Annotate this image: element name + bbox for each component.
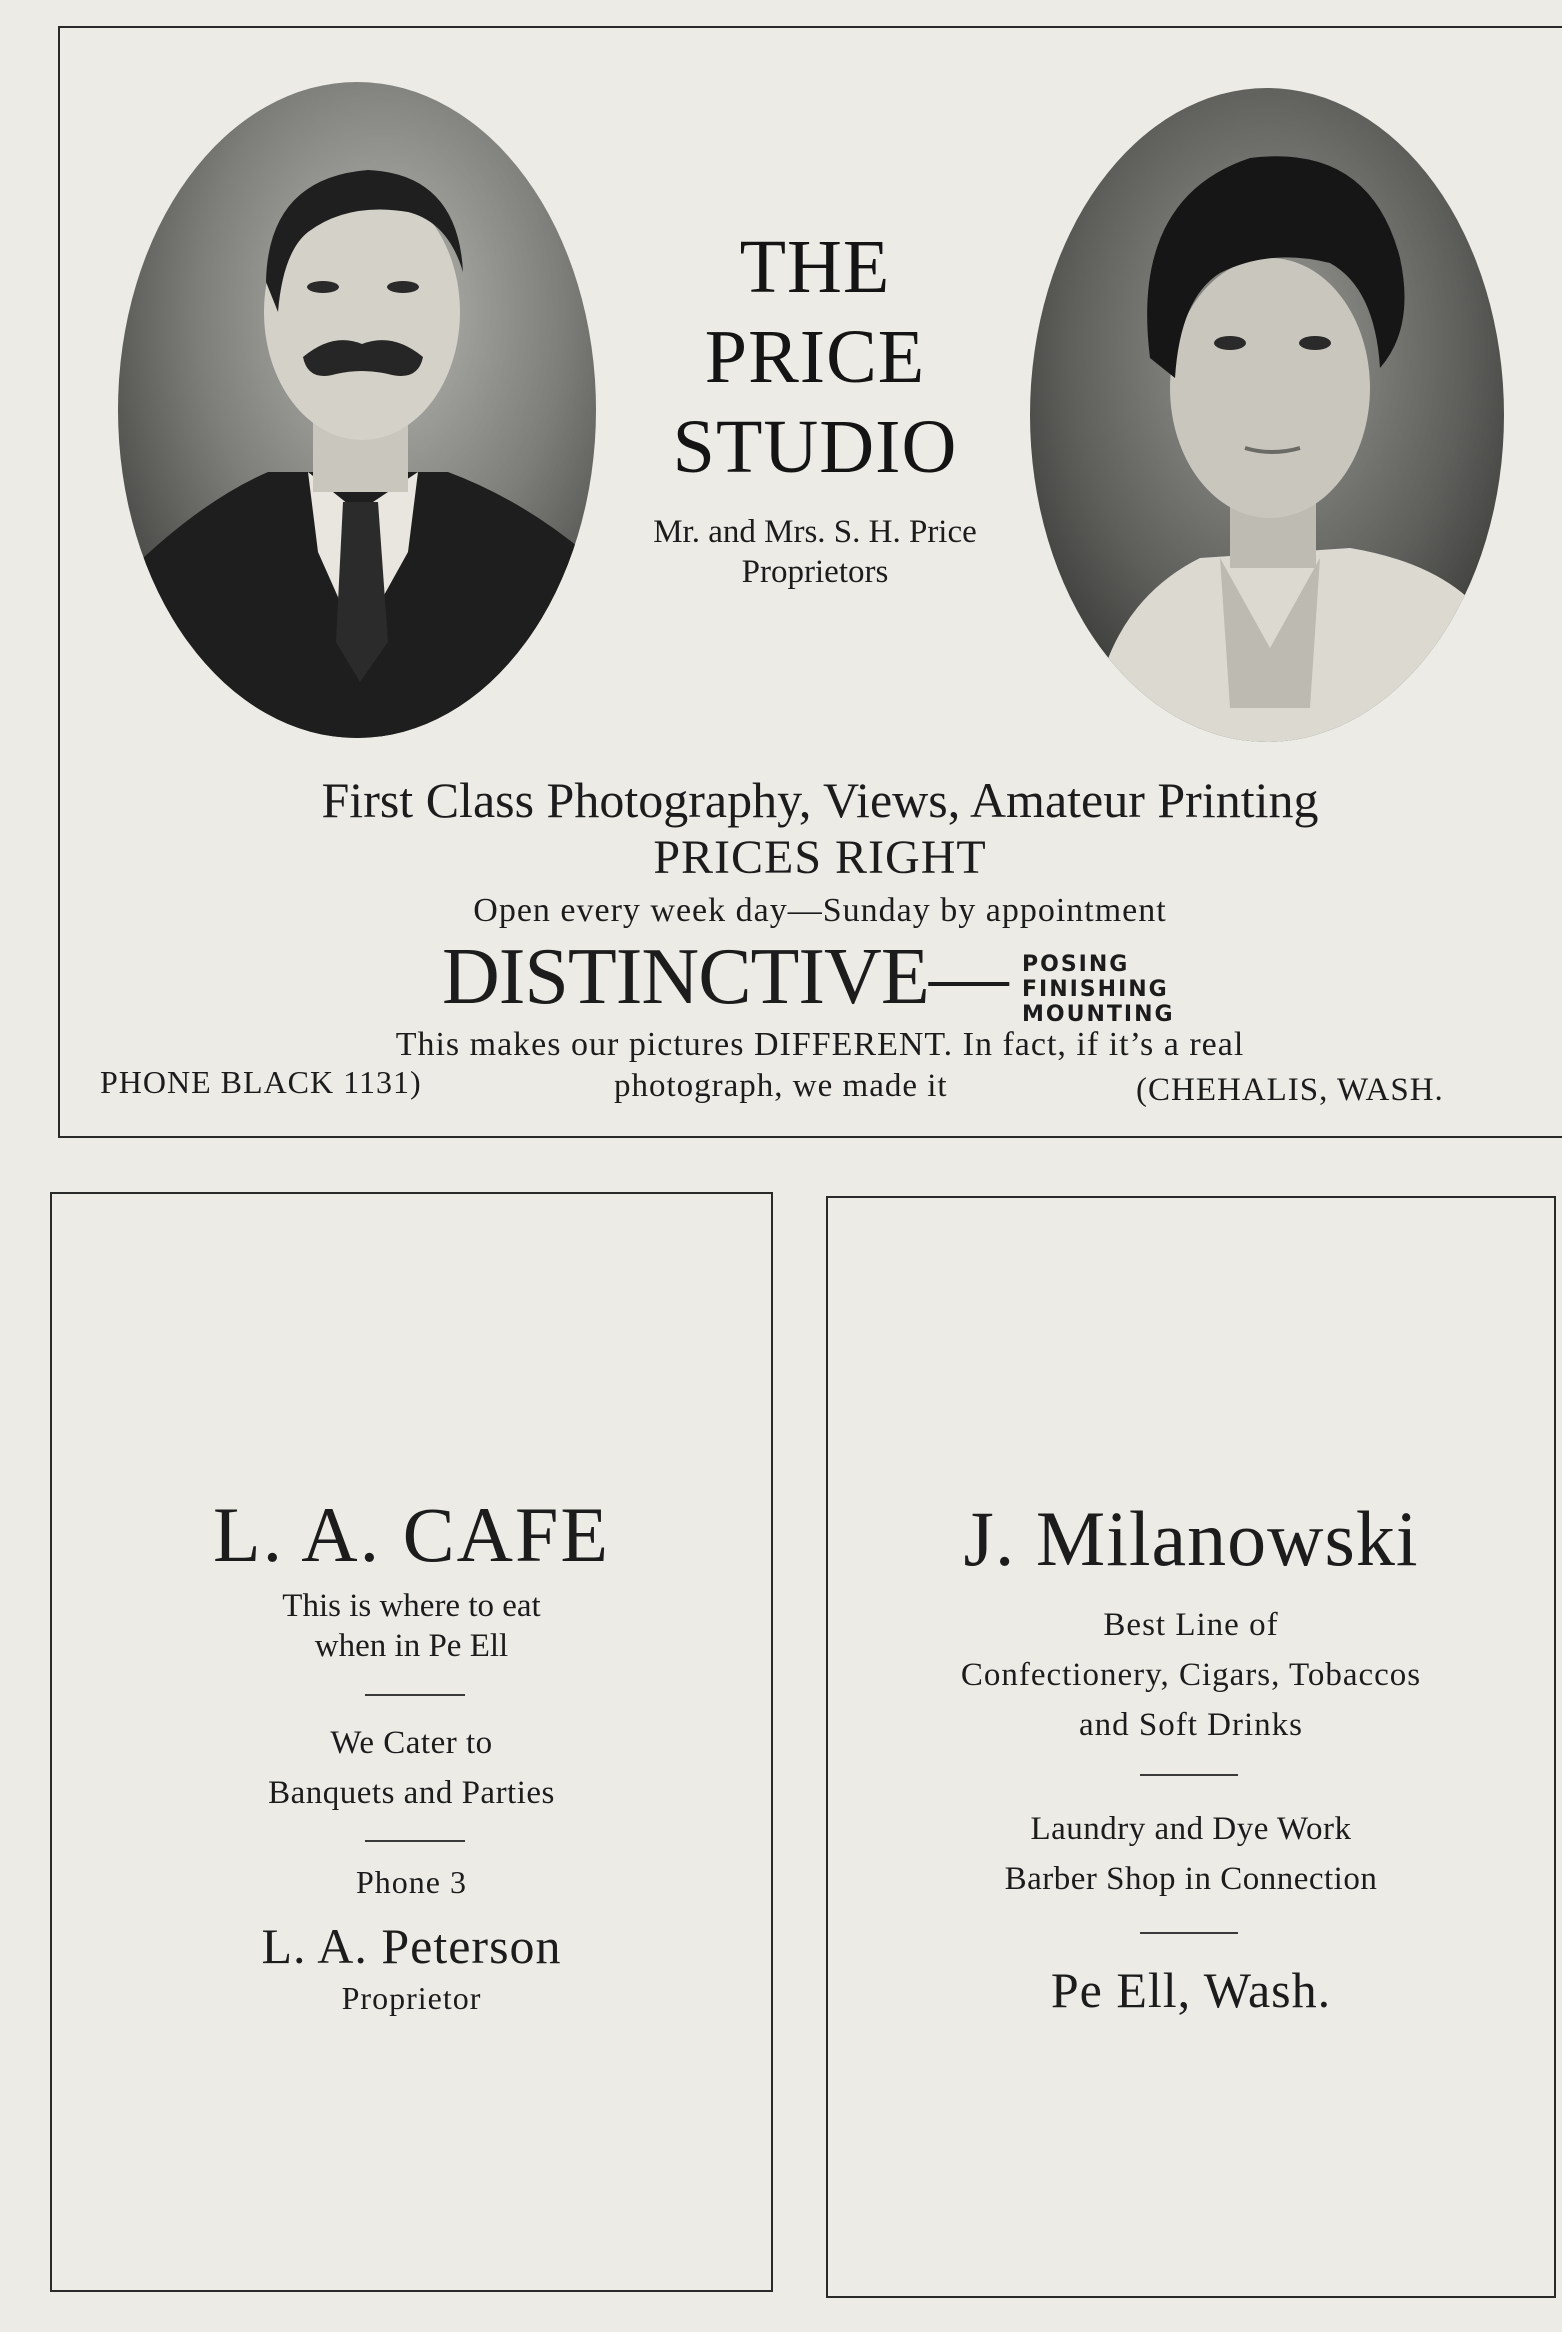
divider (1140, 1774, 1238, 1776)
cafe-phone: Phone 3 (356, 1864, 467, 1900)
milanowski-goods-line: and Soft Drinks (1079, 1707, 1303, 1743)
distinctive-item: FINISHING (1022, 977, 1169, 1002)
milanowski-service-line: Laundry and Dye Work (1030, 1811, 1352, 1847)
portrait-woman-icon (1030, 88, 1504, 742)
divider (365, 1694, 465, 1696)
milanowski-service-line: Barber Shop in Connection (1004, 1861, 1378, 1897)
studio-hours: Open every week day—Sunday by appointment (473, 892, 1167, 929)
milanowski-location: Pe Ell, Wash. (1050, 1962, 1332, 2018)
divider (1140, 1932, 1238, 1934)
studio-phone: PHONE BLACK 1131) (100, 1064, 422, 1100)
milanowski-name: J. Milanowski (963, 1495, 1419, 1582)
studio-statement-line-2: photograph, we made it (614, 1068, 948, 1104)
cafe-catering (50, 1718, 773, 1818)
cafe-slogan-line: when in Pe Ell (314, 1628, 509, 1664)
studio-title-line-2: PRICE (704, 315, 926, 399)
cafe-slogan-line: This is where to eat (282, 1588, 541, 1624)
studio-title-line-1: THE (739, 225, 891, 309)
studio-prices: PRICES RIGHT (653, 831, 987, 884)
cafe-name: L. A. CAFE (212, 1491, 611, 1578)
cafe-slogan (50, 1586, 773, 1666)
cafe-catering-line: Banquets and Parties (268, 1775, 555, 1811)
studio-distinctive-list (1022, 952, 1175, 1027)
cafe-owner-role: Proprietor (341, 1980, 482, 2016)
cafe-owner: L. A. Peterson (261, 1918, 562, 1974)
divider (365, 1840, 465, 1842)
studio-statement-line-1: This makes our pictures DIFFERENT. In fact, if it’s a real (395, 1026, 1245, 1063)
distinctive-item: POSING (1022, 952, 1130, 977)
milanowski-services (826, 1804, 1556, 1904)
milanowski-goods-line: Best Line of (1103, 1607, 1279, 1643)
studio-owners-role: Proprietors (741, 554, 889, 590)
milanowski-goods-line: Confectionery, Cigars, Tobaccos (960, 1657, 1422, 1693)
studio-location: (CHEHALIS, WASH. (1136, 1072, 1444, 1108)
studio-owners-names: Mr. and Mrs. S. H. Price (653, 514, 977, 550)
distinctive-item: MOUNTING (1022, 1002, 1175, 1027)
studio-owners (580, 512, 1050, 592)
cafe-catering-line: We Cater to (330, 1725, 493, 1761)
studio-title-line-3: STUDIO (672, 405, 958, 489)
studio-tagline: First Class Photography, Views, Amateur Printing (321, 772, 1319, 828)
portrait-man-icon (118, 82, 596, 738)
milanowski-goods (826, 1600, 1556, 1750)
studio-distinctive: DISTINCTIVE— (442, 933, 1008, 1021)
